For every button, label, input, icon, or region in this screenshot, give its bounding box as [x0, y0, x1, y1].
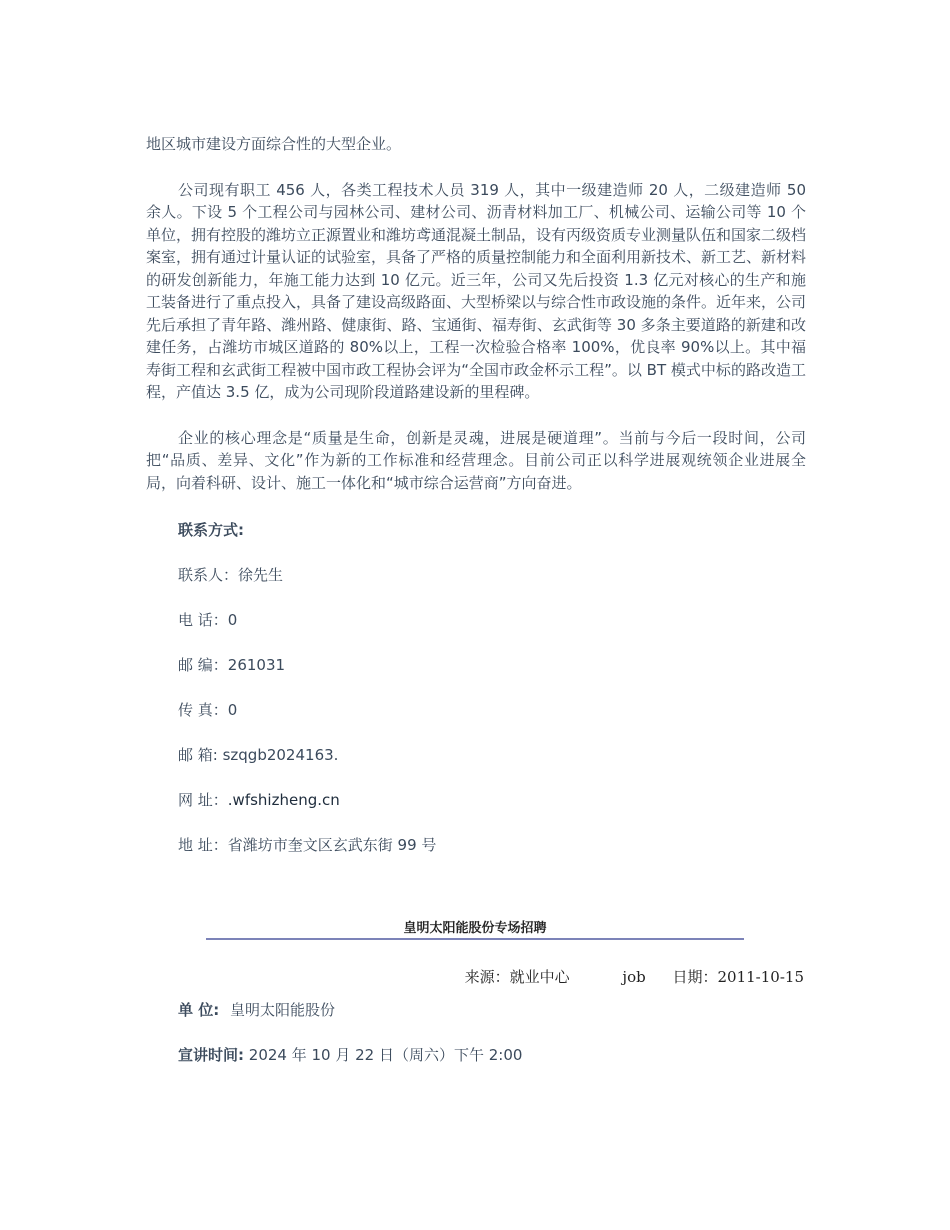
paragraph-philosophy: 企业的核心理念是“质量是生命，创新是灵魂，进展是硬道理”。当前与今后一段时间，公司把“品质、差异、文化”作为新的工作标准和经营理念。目前公司正以科学进展观统领企业进展全局，向着科研、设计、施工一体化和“城市综合运营商”方向奋进。 — [146, 428, 806, 492]
recruitment-title-block — [206, 920, 744, 942]
recruitment-tag: job — [622, 968, 646, 986]
contact-phone-value: 0 — [227, 611, 238, 629]
contact-email-value: szqgb2024163. — [222, 746, 339, 764]
recruitment-time-label: 宣讲时间: — [178, 1046, 244, 1064]
recruitment-title: 皇明太阳能股份专场招聘 — [403, 921, 547, 936]
recruitment-unit — [178, 999, 335, 1021]
contact-address-label: 地 址： — [178, 836, 228, 854]
contact-heading: 联系方式: — [178, 521, 244, 539]
recruitment-time-value: 2024 年 10 月 22 日（周六）下午 2:00 — [248, 1046, 523, 1064]
contact-postcode-value: 261031 — [227, 656, 286, 674]
contact-postcode — [178, 654, 806, 676]
contact-fax-value: 0 — [227, 701, 238, 719]
contact-email-label: 邮 箱: — [178, 746, 223, 764]
contact-person-label: 联系人： — [178, 566, 239, 584]
contact-fax — [178, 699, 806, 721]
contact-website-label: 网 址： — [178, 791, 228, 809]
recruitment-date: 日期：2011-10-15 — [672, 968, 804, 986]
contact-fax-label: 传 真： — [178, 701, 228, 719]
contact-person-value: 徐先生 — [238, 566, 284, 584]
contact-phone-label: 电 话： — [178, 611, 228, 629]
recruitment-unit-label: 单 位: — [178, 1001, 220, 1019]
recruitment-time — [178, 1044, 522, 1066]
contact-address-value: 省潍坊市奎文区玄武东街 99 号 — [227, 836, 437, 854]
title-divider — [206, 938, 744, 940]
contact-postcode-label: 邮 编： — [178, 656, 228, 674]
contact-website — [178, 789, 806, 811]
contact-website-value: .wfshizheng.cn — [227, 791, 340, 809]
paragraph-staff: 公司现有职工 456 人，各类工程技术人员 319 人，其中一级建造师 20 人，二级建造师 50 余人。下设 5 个工程公司与园林公司、建材公司、沥青材料加工厂、机械公司、运输公司等 10 个单位，拥有控股的潍坊立正源置业和潍坊鸢通混凝土制品，设有丙级资质专业测量队伍和国家二级档案室，拥有通过计量认证的试验室，具备了严格的质量控制能力和全面利用新技术、新工艺、新材料的研发创新能力，年施工能力达到 10 亿元。近三年，公司又先后投资 1.3 亿元对核心的生产和施工装备进行了重点投入，具备了建设高级路面、大型桥梁以与综合性市政设施的条件。近年来，公司先后承担了青年路、潍州路、健康街、路、宝通街、福寿街、玄武街等 30 多条主要道路的新建和改建任务，占潍坊市城区道路的 80%以上，工程一次检验合格率 100%，优良率 90%以上。其中福寿街工程和玄武街工程被中国市政工程协会评为“全国市政金杯示工程”。以 BT 模式中标的路改造工程，产值达 3.5 亿，成为公司现阶段道路建设新的里程碑。 — [146, 180, 807, 401]
contact-address — [178, 834, 806, 856]
contact-person — [178, 564, 806, 586]
contact-email — [178, 744, 806, 766]
recruitment-source: 来源：就业中心 — [464, 968, 570, 986]
contact-phone — [178, 609, 806, 631]
recruitment-meta — [465, 966, 804, 988]
intro-continuation: 地区城市建设方面综合性的大型企业。 — [146, 135, 402, 153]
document-body — [146, 133, 806, 856]
recruitment-unit-value: 皇明太阳能股份 — [230, 1001, 336, 1019]
